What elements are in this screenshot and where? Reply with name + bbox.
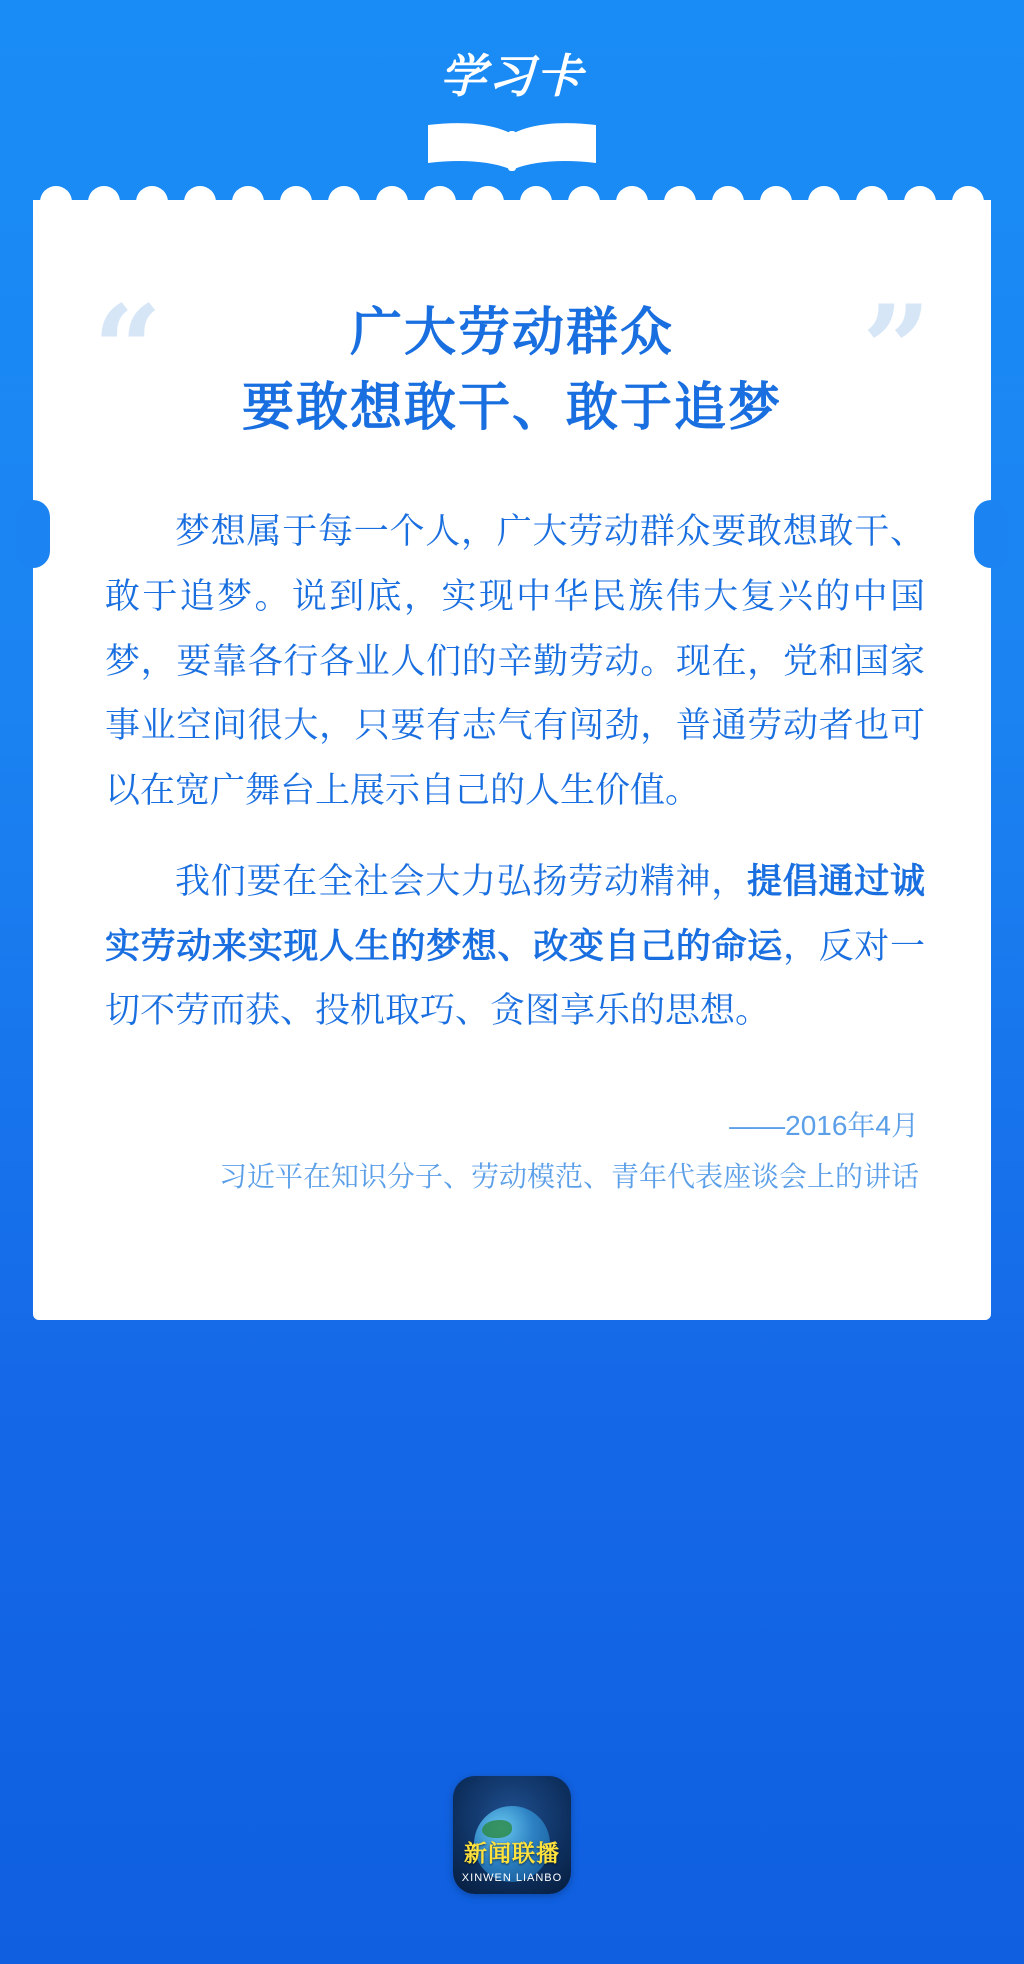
badge-sublabel: XINWEN LIANBO: [461, 1872, 563, 1884]
quote-body: [105, 500, 925, 1044]
quote-card: [33, 200, 991, 1320]
footer: [0, 1776, 1024, 1894]
xinwen-lianbo-badge: [453, 1776, 571, 1894]
quote-close-icon: ”: [861, 279, 931, 420]
paragraph-2: [105, 850, 925, 1044]
brand-logo-text: 学习卡: [440, 49, 584, 103]
open-book-icon: [424, 121, 600, 171]
attribution-source: 习近平在知识分子、劳动模范、青年代表座谈会上的讲话: [218, 1160, 919, 1192]
headline-line-1: 广大劳动群众: [349, 304, 674, 362]
paragraph-2-emphasis: 提倡通过诚实劳动来实现人生的梦想、改变自己的命运: [105, 861, 925, 966]
paragraph-1: 梦想属于每一个人，广大劳动群众要敢想敢干、敢于追梦。说到底，实现中华民族伟大复兴的中国梦，要靠各行各业人们的辛勤劳动。现在，党和国家事业空间很大，只要有志气有闯劲，普通劳动者也可以在宽广舞台上展示自己的人生价值。: [105, 512, 925, 810]
brand-logo: [412, 45, 612, 175]
header: [0, 40, 1024, 180]
attribution: [99, 1101, 919, 1202]
paragraph-2-post: ，反对一切不劳而获、投机取巧、贪图享乐的思想。: [105, 926, 925, 1031]
attribution-date: ——2016年4月: [729, 1110, 919, 1142]
headline: [33, 296, 991, 447]
paragraph-2-pre: 我们要在全社会大力弘扬劳动精神，: [175, 861, 747, 901]
card-notch-left: [16, 500, 50, 568]
headline-line-2: 要敢想敢干、敢于追梦: [241, 379, 782, 438]
badge-label: 新闻联播: [464, 1840, 560, 1866]
card-scallop-edge: [33, 186, 991, 216]
quote-open-icon: “: [93, 279, 163, 420]
card-notch-right: [974, 500, 1008, 568]
